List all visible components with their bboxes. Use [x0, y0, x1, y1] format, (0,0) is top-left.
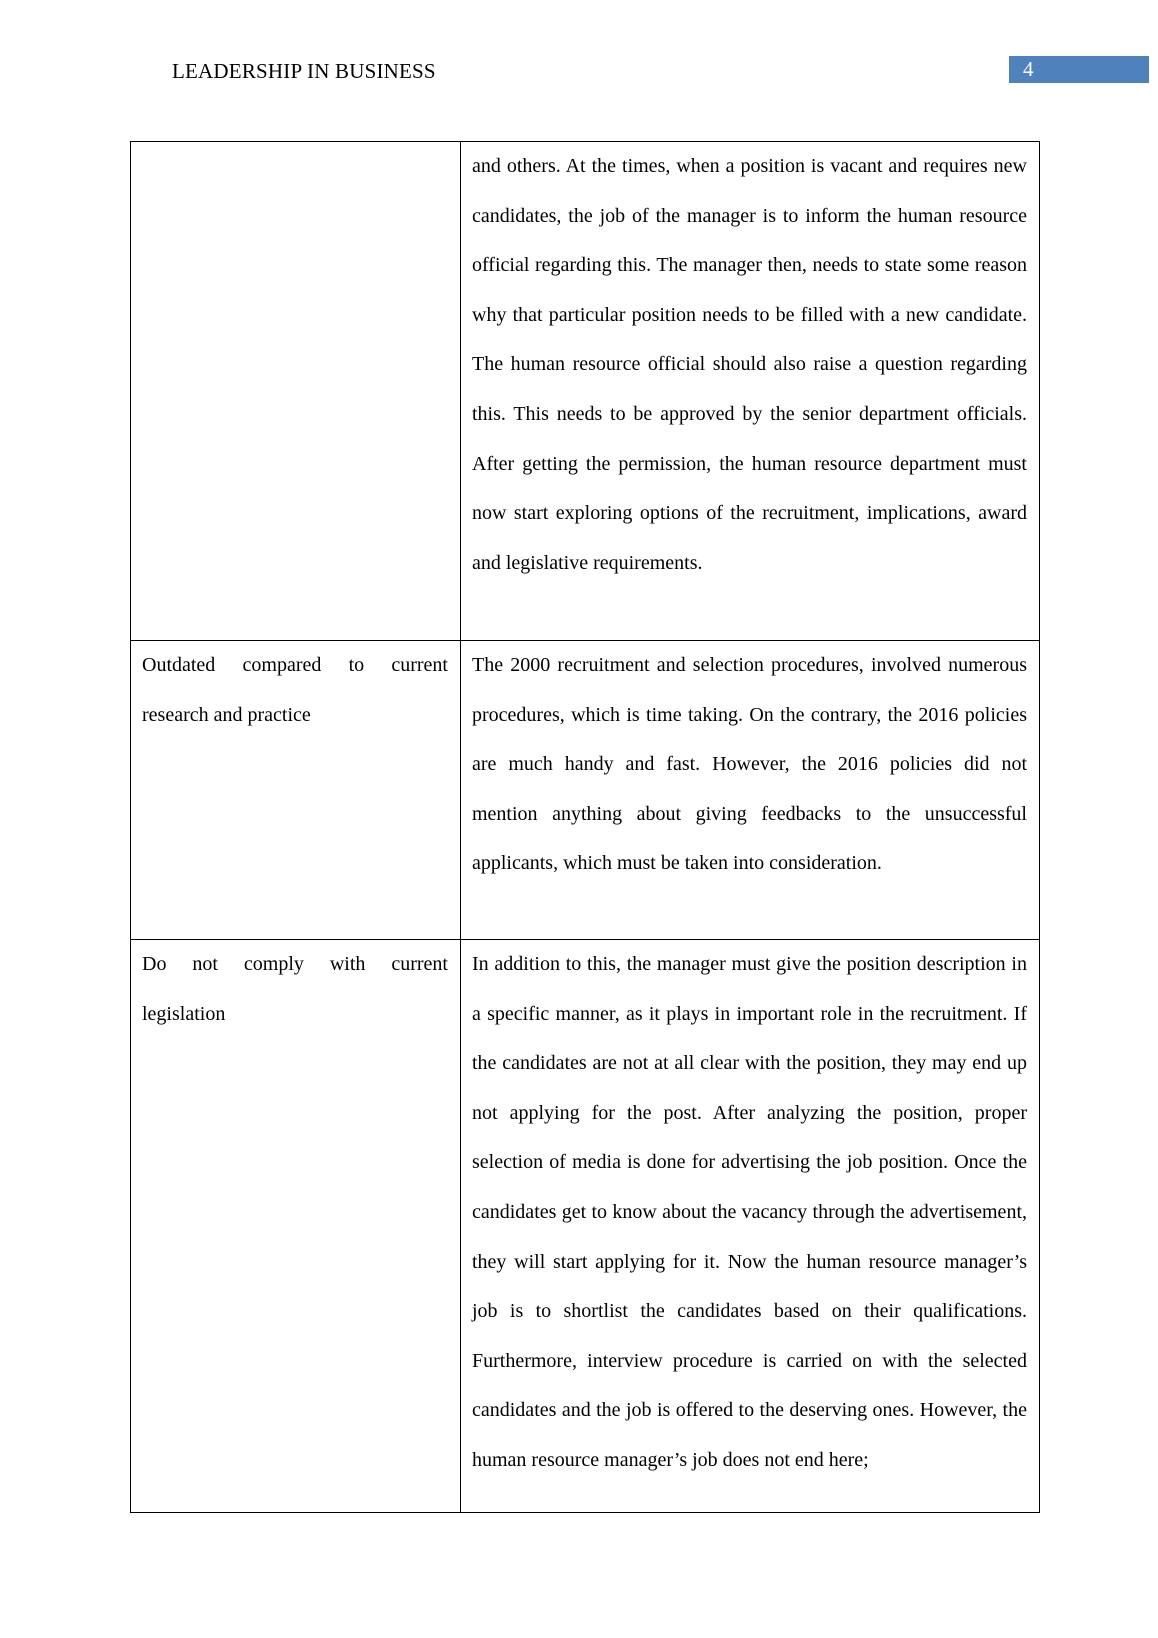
explanation-cell	[461, 142, 1040, 641]
table-row	[131, 142, 1040, 641]
table-row	[131, 641, 1040, 940]
page-number: 4	[1023, 57, 1034, 81]
running-head: LEADERSHIP IN BUSINESS	[172, 59, 436, 83]
page-number-box	[1009, 56, 1149, 83]
explanation-text: In addition to this, the manager must give the position description in a specific manner, as it plays in important role in the recruitment. If the candidates are not at all clear with the position, they may end up not applying for the post. After analyzing the position, proper selection of media is done for advertising the job position. Once the candidates get to know about the vacancy through the advertisement, they will start applying for it. Now the human resource manager’s job is to shortlist the candidates based on their qualifications. Furthermore, interview procedure is carried on with the selected candidates and the job is offered to the deserving ones. However, the human resource manager’s job does not end here;	[472, 953, 1027, 1471]
table-row	[131, 940, 1040, 1513]
explanation-text: and others. At the times, when a position is vacant and requires new candidates, the job of the manager is to inform the human resource official regarding this. The manager then, needs to state some reason why that particular position needs to be filled with a new candidate. The human resource official should also raise a question regarding this. This needs to be approved by the senior department officials. After getting the permission, the human resource department must now start exploring options of the recruitment, implications, award and legislative requirements.	[472, 155, 1027, 574]
issue-cell	[131, 641, 461, 940]
explanation-cell	[461, 641, 1040, 940]
issue-cell	[131, 940, 461, 1513]
issue-cell	[131, 142, 461, 641]
explanation-cell	[461, 940, 1040, 1513]
policy-review-table	[130, 141, 1040, 1513]
issue-text: Do not comply with current legislation	[142, 953, 448, 1025]
issue-text: Outdated compared to current research and practice	[142, 654, 448, 726]
explanation-text: The 2000 recruitment and selection procedures, involved numerous procedures, which is time taking. On the contrary, the 2016 policies are much handy and fast. However, the 2016 policies did not mention anything about giving feedbacks to the unsuccessful applicants, which must be taken into consideration.	[472, 654, 1027, 875]
